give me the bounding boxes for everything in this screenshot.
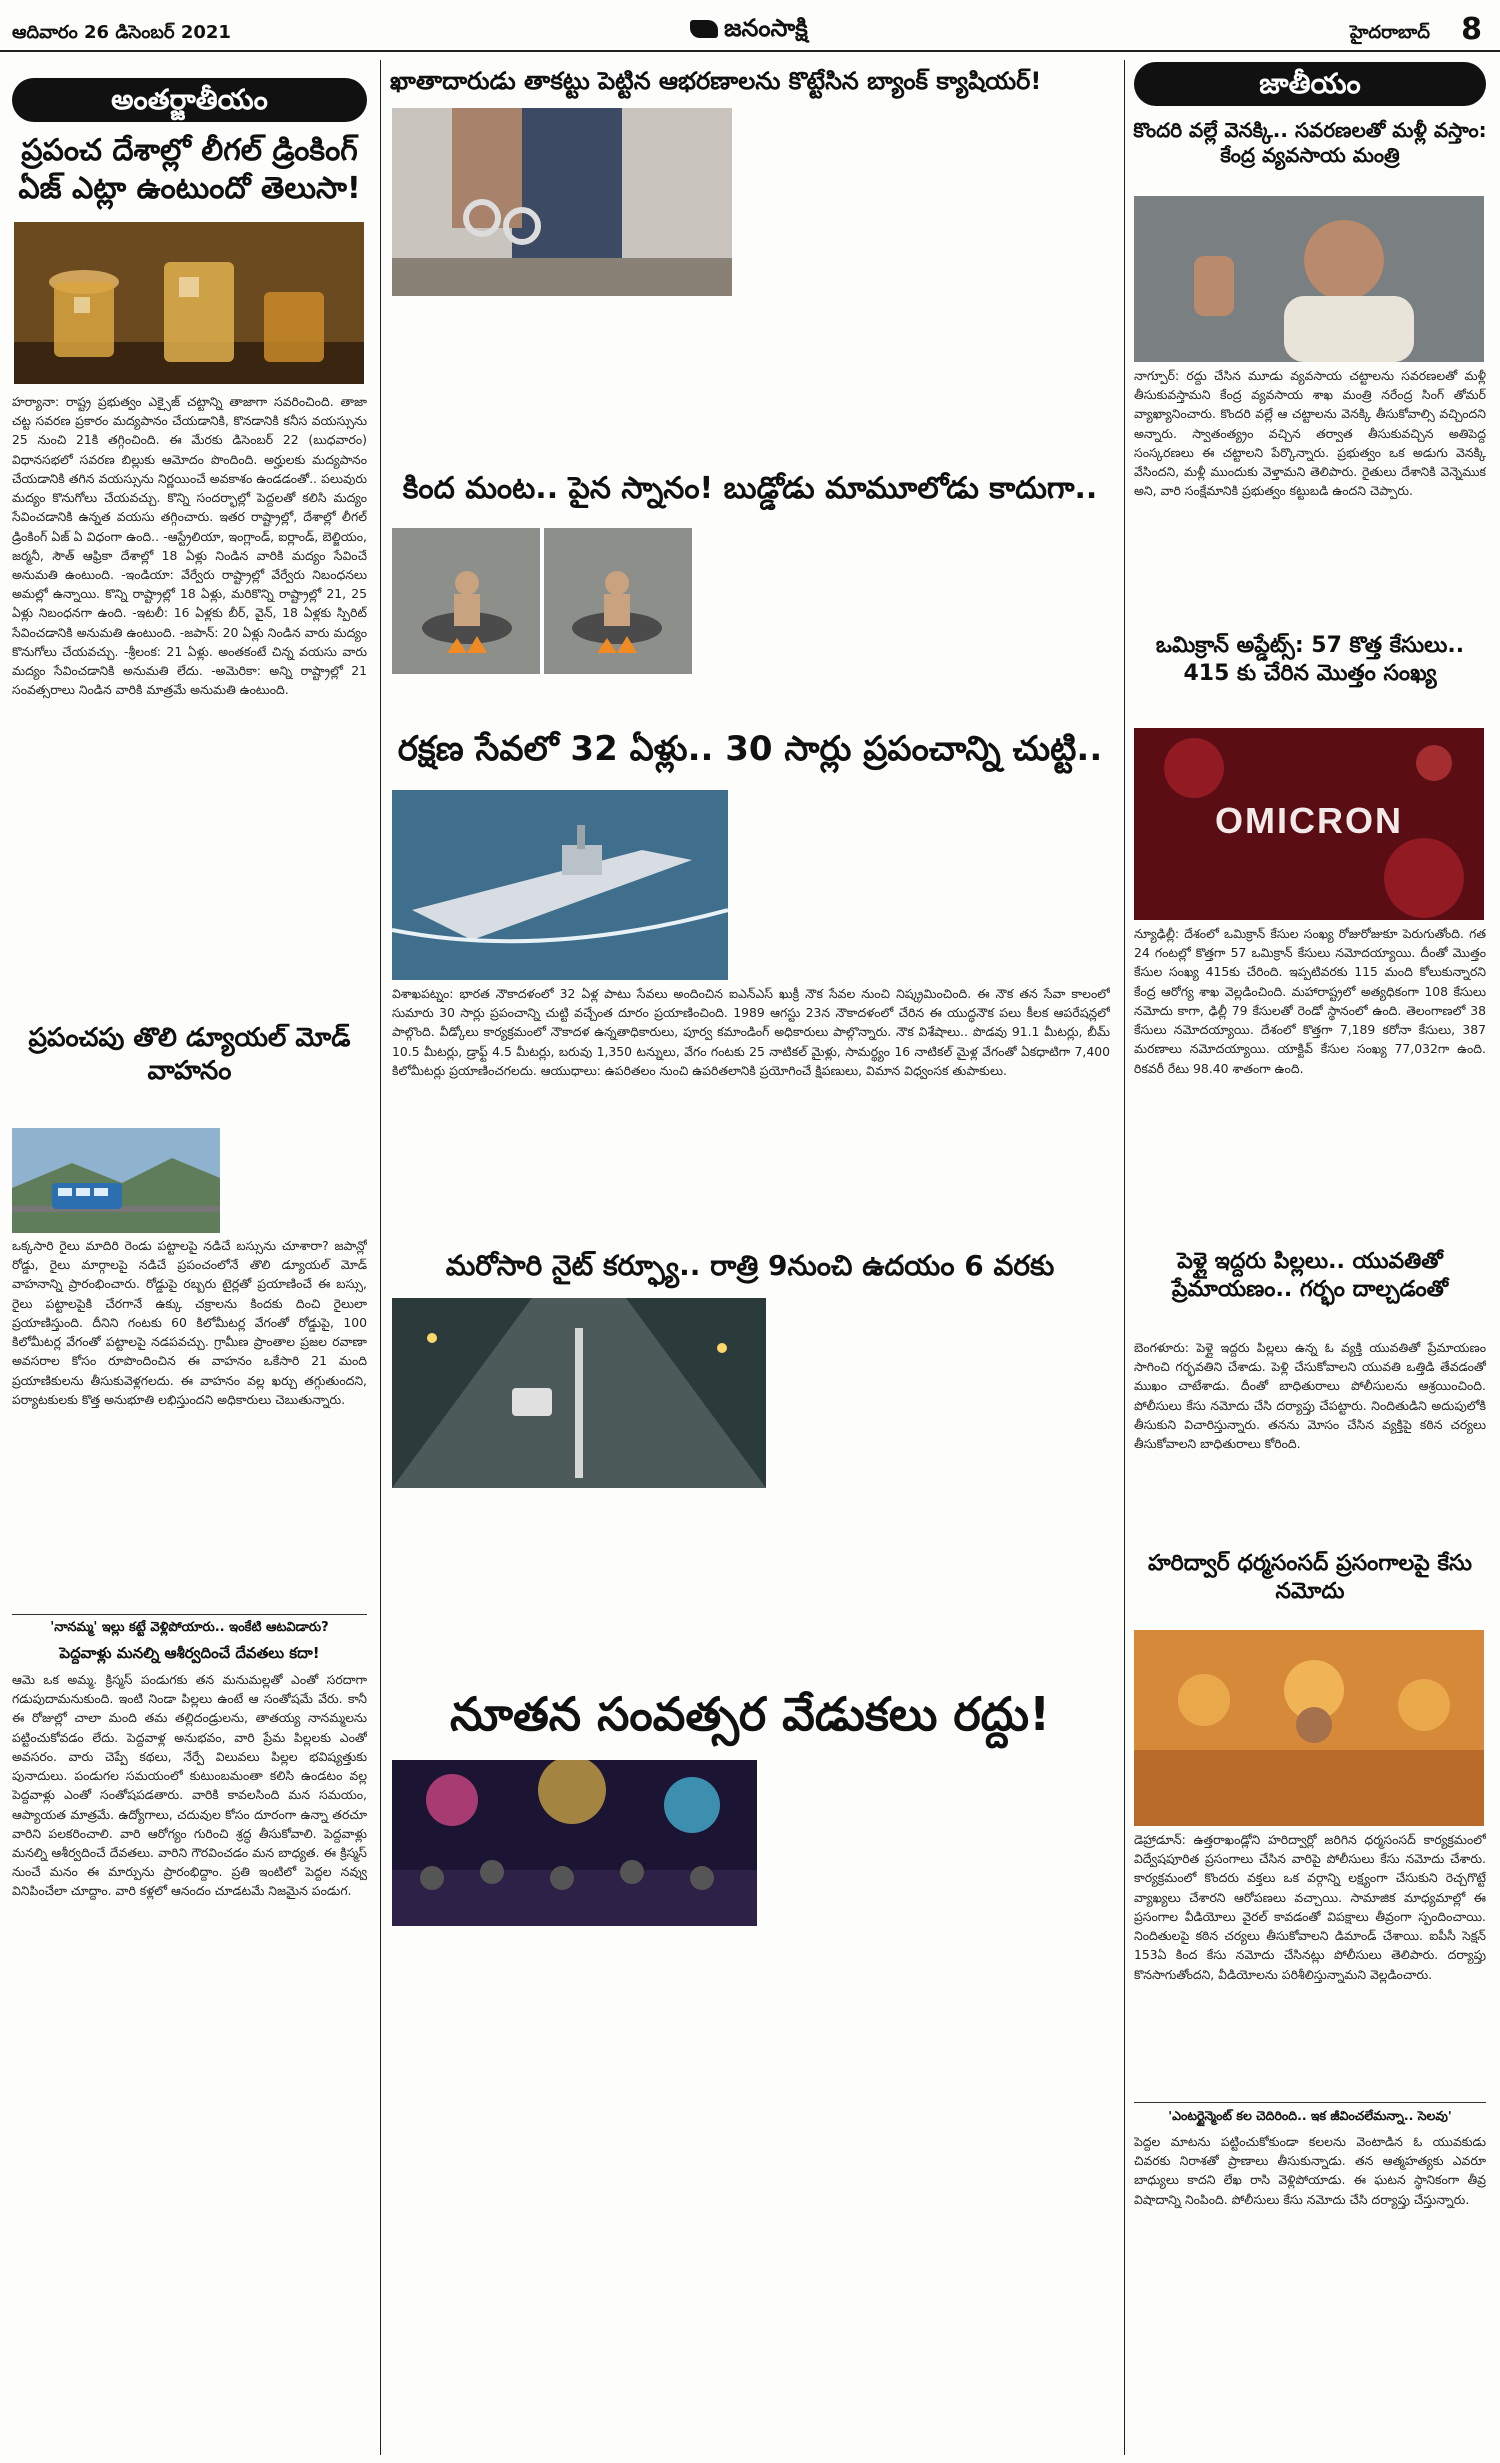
- headline-night-curfew: మరోసారి నైట్ కర్ఫ్యూ.. రాత్రి 9నుంచి ఉదయం 6 వరకు: [445, 1249, 1055, 1282]
- section-label-international: అంతర్జాతీయం: [12, 78, 367, 122]
- story-new-year-lower: [392, 1930, 757, 2450]
- photo-empty-road: [392, 1298, 766, 1488]
- section-label-national: జాతీయం: [1134, 62, 1486, 106]
- page-header: [0, 0, 1500, 52]
- photo-omicron: [1134, 728, 1484, 920]
- photo-agri-minister: [1134, 196, 1484, 362]
- story-drinking-age-body: హర్యానా: రాష్ట్ర ప్రభుత్వం ఎక్సైజ్ చట్టాన్ని తాజాగా సవరించింది. తాజా చట్ట సవరణ ప్రకారం మద్యపానం చేయడానికి, కొనడానికి కనీస వయస్సును 25 నుంచి 21కి తగ్గించింది. ఈ మేరకు డిసెంబర్ 22 (బుధవారం) విధానసభలో సవరణ బిల్లుకు ఆమోదం పొందింది. అర్హులకు మద్యపానం చేయడానికి తగిన వయస్సును నిర్ణయించే అవకాశం ఉండడంతో.. పలువురు మద్యం కొనుగోలు చేయవచ్చు. కొన్ని సందర్భాల్లో పెద్దలతో కలిసి మద్యం సేవించడానికి ఉన్నత వయసు తగ్గించారు. ఇతర రాష్ట్రాల్లో, దేశాల్లో లీగల్ డ్రింకింగ్ ఏజ్ ఏ విధంగా ఉంది.. -ఆస్ట్రేలియా, ఇంగ్లాండ్, ఐర్లాండ్, బెల్జియం, జర్మనీ, సౌత్ ఆఫ్రికా దేశాల్లో 18 ఏళ్లు నిండిన వారికి మద్యం సేవించే అనుమతి ఉంటుంది. -ఇండియా: వేర్వేరు రాష్ట్రాల్లో వేర్వేరు నిబంధనలు అమల్లో ఉన్నాయి. కొన్ని రాష్ట్రాల్లో 18 ఏళ్లు, మరికొన్ని రాష్ట్రాల్లో 21, 25 ఏళ్లు నిబంధనగా ఉంది. -ఇటలీ: 16 ఏళ్లకు బీర్, వైన్, 18 ఏళ్లకు స్పిరిట్ సేవించడానికి అనుమతి ఉంటుంది. -జపాన్: 20 ఏళ్లు నిండిన వారు మద్యం కొనుగోలు చేయవచ్చు. -శ్రీలంక: 21 ఏళ్లు. అంతకంటే చిన్న వయసు వారు మద్యం సేవించడానికి అనుమతి లేదు. -అమెరికా: అన్ని రాష్ట్రాల్లో 21 సంవత్సరాలు నిండిన వారికి మాత్రమే అనుమతి ఉంటుంది.: [12, 394, 367, 698]
- omicron-image-text: OMICRON: [1215, 800, 1403, 841]
- story-haridwar-body: డెహ్రాడూన్: ఉత్తరాఖండ్లోని హరిద్వార్లో జరిగిన ధర్మసంసద్ కార్యక్రమంలో విద్వేషపూరిత ప్రసంగాలు చేసిన వారిపై పోలీసులు కేసు నమోదు చేశారు. కార్యక్రమంలో కొందరు వక్తలు ఒక వర్గాన్ని లక్ష్యంగా చేసుకుని రెచ్చగొట్టే వ్యాఖ్యలు చేశారని ఆరోపణలు వచ్చాయి. సామాజిక మాధ్యమాల్లో ఈ ప్రసంగాల వీడియోలు వైరల్ కావడంతో విపక్షాలు తీవ్రంగా స్పందించాయి. నిందితులపై కఠిన చర్యలు తీసుకోవాలని డిమాండ్ చేశాయి. ఐపీసీ సెక్షన్ 153ఏ కింద కేసు నమోదు చేసినట్లు పోలీసులు తెలిపారు. దర్యాప్తు కొనసాగుతోందని, వీడియోలను పరిశీలిస్తున్నామని వెల్లడించారు.: [1134, 1832, 1486, 1982]
- photo-navy-ship: [392, 790, 728, 980]
- issue-date: ఆదివారం 26 డిసెంబర్ 2021: [12, 22, 231, 43]
- headline-romance: పెళ్లై ఇద్దరు పిల్లలు.. యువతితో ప్రేమాయణం.. గర్భం దాల్చడంతో: [1171, 1249, 1449, 1302]
- kicker-grandparents: 'నానమ్మ' ఇల్లు కట్టే వెళ్లిపోయారు.. ఇంకేటి ఆటవిడారు?: [50, 1620, 329, 1635]
- masthead-title: జనంసాక్షి: [724, 14, 808, 42]
- edition-city: హైదరాబాద్: [1349, 22, 1430, 43]
- masthead-logo-icon: [690, 20, 718, 38]
- story-night-curfew-side: [776, 1298, 1110, 1670]
- photo-haridwar-gathering: [1134, 1630, 1484, 1826]
- story-new-year-side: [766, 1760, 1110, 2450]
- divider: [1134, 2102, 1486, 2103]
- headline-new-year: నూతన సంవత్సర వేడుకలు రద్దు!: [449, 1687, 1051, 1741]
- photo-handcuffs: [392, 108, 732, 296]
- story-agri-minister-body: నాగ్పూర్: రద్దు చేసిన మూడు వ్యవసాయ చట్టాలను సవరణలతో మళ్లీ తీసుకువస్తామని కేంద్ర వ్యవసాయ శాఖ మంత్రి నరేంద్ర సింగ్ తోమర్ వ్యాఖ్యానించారు. కొందరి వల్లే ఆ చట్టాలను వెనక్కి తీసుకోవాల్సి వచ్చిందని అన్నారు. స్వాతంత్య్రం వచ్చిన తర్వాత తీసుకువచ్చిన అతిపెద్ద సంస్కరణలు ఈ చట్టాలని పేర్కొన్నారు. ప్రభుత్వం ఒక అడుగు వెనక్కి వేసిందని, మళ్లీ ముందుకు వెళ్తామని తెలిపారు. రైతులు దేశానికి వెన్నెముక అని, వారి సంక్షేమానికి ప్రభుత్వం కట్టుబడి ఉందని చెప్పారు.: [1134, 368, 1486, 499]
- story-grandparents-body: ఆమె ఒక అమ్మ. క్రిస్మస్ పండుగకు తన మనుమల్లతో ఎంతో సరదాగా గడుపుదామనుకుంది. ఇంటి నిండా పిల్లలు ఉంటే ఆ సంతోషమే వేరు. కానీ ఈ రోజుల్లో చాలా మంది తమ తల్లిదండ్రులను, తాతయ్య నానమ్మలను పట్టించుకోవడం లేదు. పెద్దవాళ్ల అనుభవం, వారి ప్రేమ పిల్లలకు ఎంతో అవసరం. వారు చెప్పే కథలు, నేర్పే విలువలు పిల్లల భవిష్యత్తుకు పునాదులు. పండుగల సమయంలో కుటుంబమంతా కలిసి ఉండటం వల్ల పెద్దవాళ్లు ఎంతో సంతోషపడతారు. వారికి కావలసింది మన సమయం, ఆప్యాయత మాత్రమే. ఉద్యోగాలు, చదువుల కోసం దూరంగా ఉన్నా తరచూ వారిని పలకరించాలి. వారి ఆరోగ్యం గురించి శ్రద్ధ తీసుకోవాలి. పెద్దవాళ్లు మనల్ని ఆశీర్వదించే దేవతలు. వారిని గౌరవించడం మన బాధ్యత. ఈ క్రిస్మస్ నుంచే మనం ఈ మార్పును ప్రారంభిద్దాం. ప్రతి ఇంటిలో పెద్దల నవ్వు వినిపించేలా చూద్దాం. వారి కళ్లలో ఆనందం చూడటమే నిజమైన పండుగ.: [12, 1672, 367, 1899]
- headline-navy-ship: రక్షణ సేవలో 32 ఏళ్లు.. 30 సార్లు ప్రపంచాన్ని చుట్టి..: [397, 729, 1103, 769]
- column-rule: [1124, 60, 1125, 2455]
- headline-bank-cashier: ఖాతాదారుడు తాకట్టు పెట్టిన ఆభరణాలను కొట్టేసిన బ్యాంక్ క్యాషియర్!: [390, 67, 1042, 95]
- story-bank-cashier-body-lower: [392, 300, 732, 456]
- photo-baba-bath: [392, 528, 692, 674]
- headline-baba-bath: కింద మంట.. పైన స్నానం! బుడ్డోడు మామూలోడు కాదుగా..: [402, 471, 1098, 506]
- page-number: 8: [1461, 12, 1482, 47]
- divider: [12, 1614, 367, 1615]
- story-baba-bath-body-side: [700, 528, 1110, 718]
- story-romance-body: బెంగళూరు: పెళ్లై ఇద్దరు పిల్లలు ఉన్న ఓ వ్యక్తి యువతితో ప్రేమాయణం సాగించి గర్భవతిని చేశాడు. పెళ్లి చేసుకోవాలని యువతి ఒత్తిడి తేవడంతో ముఖం చాటేశాడు. దీంతో బాధితురాలు పోలీసులను ఆశ్రయించింది. పోలీసులు కేసు నమోదు చేసి దర్యాప్తు చేపట్టారు. నిందితుడిని అదుపులోకి తీసుకుని విచారిస్తున్నారు. తనను మోసం చేసిన వ్యక్తిపై కఠిన చర్యలు తీసుకోవాలని బాధితురాలు కోరింది.: [1134, 1340, 1486, 1452]
- story-dual-mode-body: ఒక్కసారి రైలు మాదిరి రెండు పట్టాలపై నడిచే బస్సును చూశారా? జపాన్లో రోడ్డు, రైలు మార్గాలపై నడిచే ప్రపంచంలోనే తొలి డ్యూయల్ మోడ్ వాహనాన్ని ప్రారంభించారు. రోడ్డుపై రబ్బరు టైర్లతో ప్రయాణించే ఈ బస్సు, రైలు పట్టాలపైకి చేరగానే ఉక్కు చక్రాలను కిందకు దించి రైలులా ప్రయాణిస్తుంది. దీనిని గంటకు 60 కిలోమీటర్ల వేగంతో రోడ్డుపై, 100 కిలోమీటర్ల వేగంతో పట్టాలపై నడపవచ్చు. గ్రామీణ ప్రాంతాల ప్రజల రవాణా అవసరాల కోసం రూపొందించిన ఈ వాహనం ఒకేసారి 21 మంది ప్రయాణికులను తీసుకువెళ్లగలదు. ఈ వాహనం వల్ల ఖర్చు తగ్గుతుందని, పర్యాటకులకు కొత్త అనుభూతి లభిస్తుందని అధికారులు చెబుతున్నారు.: [12, 1238, 367, 1407]
- headline-omicron: ఒమిక్రాన్ అప్డేట్స్: 57 కొత్త కేసులు.. 415 కు చేరిన మొత్తం సంఖ్య: [1155, 633, 1465, 686]
- masthead: [690, 14, 808, 48]
- headline-haridwar: హరిద్వార్ ధర్మసంసద్ ప్రసంగాలపై కేసు నమోదు: [1147, 1551, 1473, 1604]
- headline-drinking-age: ప్రపంచ దేశాల్లో లీగల్ డ్రింకింగ్ ఏజ్ ఎట్లా ఉంటుందో తెలుసా!: [18, 133, 361, 206]
- story-night-curfew-lower: [392, 1492, 766, 1670]
- headline-grandparents: పెద్దవాళ్లు మనల్ని ఆశీర్వదించే దేవతలు కదా!: [59, 1644, 320, 1662]
- column-rule: [380, 60, 381, 2455]
- photo-liquor-glasses: [14, 222, 364, 384]
- story-bank-cashier-body-cont: [742, 110, 1110, 456]
- photo-dual-mode-bus: [12, 1128, 220, 1233]
- headline-dual-mode-vehicle: ప్రపంచపు తొలి డ్యూయల్ మోడ్ వాహనం: [28, 1023, 351, 1086]
- photo-new-year-party: [392, 1760, 757, 1926]
- headline-agri-minister: కొందరి వల్లే వెనక్కి.. సవరణలతో మళ్లీ వస్తాం: కేంద్ర వ్యవసాయ మంత్రి: [1133, 118, 1487, 167]
- story-haridwar-quote-body: పెద్దల మాటను పట్టించుకోకుండా కలలను వెంటాడిన ఓ యువకుడు చివరకు నిరాశతో ప్రాణాలు తీసుకున్నాడు. తన ఆత్మహత్యకు ఎవరూ బాధ్యులు కాదని లేఖ రాసి వెళ్లిపోయాడు. ఈ ఘటన స్థానికంగా తీవ్ర విషాదాన్ని నింపింది. పోలీసులు కేసు నమోదు చేసి దర్యాప్తు చేస్తున్నారు.: [1134, 2134, 1486, 2207]
- quote-haridwar: 'ఎంటర్టైన్మెంట్ కల చెదిరింది.. ఇక జీవించలేమన్నా.. సెలవు': [1168, 2108, 1452, 2123]
- story-navy-ship-body: విశాఖపట్నం: భారత నౌకాదళంలో 32 ఏళ్ల పాటు సేవలు అందించిన ఐఎన్ఎస్ ఖుక్రీ నౌక సేవల నుంచి నిష్క్రమించింది. ఈ నౌక తన సేవా కాలంలో సుమారు 30 సార్లు ప్రపంచాన్ని చుట్టి వచ్చేంత దూరం ప్రయాణించింది. 1989 ఆగస్టు 23న నౌకాదళంలో చేరిన ఈ యుద్ధనౌక పలు కీలక ఆపరేషన్లలో పాల్గొంది. వీడ్కోలు కార్యక్రమంలో నౌకాదళ ఉన్నతాధికారులు, పూర్వ కమాండింగ్ అధికారులు పాల్గొన్నారు. నౌక విశేషాలు.. పొడవు 91.1 మీటర్లు, బీమ్ 10.5 మీటర్లు, డ్రాఫ్ట్ 4.5 మీటర్లు, బరువు 1,350 టన్నులు, వేగం గంటకు 25 నాటికల్ మైళ్లు, సామర్థ్యం 16 నాటికల్ మైళ్ల వేగంతో ఏకధాటిగా 7,400 కిలోమీటర్లు ప్రయాణించగలదు. ఆయుధాలు: ఉపరితలం నుంచి ఉపరితలానికి ప్రయోగించే క్షిపణులు, విమాన విధ్వంసక తుపాకులు.: [392, 986, 1110, 1078]
- story-omicron-body: న్యూఢిల్లీ: దేశంలో ఒమిక్రాన్ కేసుల సంఖ్య రోజురోజుకూ పెరుగుతోంది. గత 24 గంటల్లో కొత్తగా 57 ఒమిక్రాన్ కేసులు నమోదయ్యాయి. దీంతో మొత్తం కేసుల సంఖ్య 415కు చేరింది. ఇప్పటివరకు 115 మంది కోలుకున్నారని కేంద్ర ఆరోగ్య శాఖ వెల్లడించింది. మహారాష్ట్రలో అత్యధికంగా 108 కేసులు నమోదు కాగా, ఢిల్లీ 79 కేసులతో రెండో స్థానంలో ఉంది. తెలంగాణలో 38 కేసులు నమోదయ్యాయి. దేశంలో కొత్తగా 7,189 కరోనా కేసులు, 387 మరణాలు నమోదయ్యాయి. యాక్టివ్ కేసుల సంఖ్య 77,032గా ఉంది. రికవరీ రేటు 98.40 శాతంగా ఉంది.: [1134, 926, 1486, 1076]
